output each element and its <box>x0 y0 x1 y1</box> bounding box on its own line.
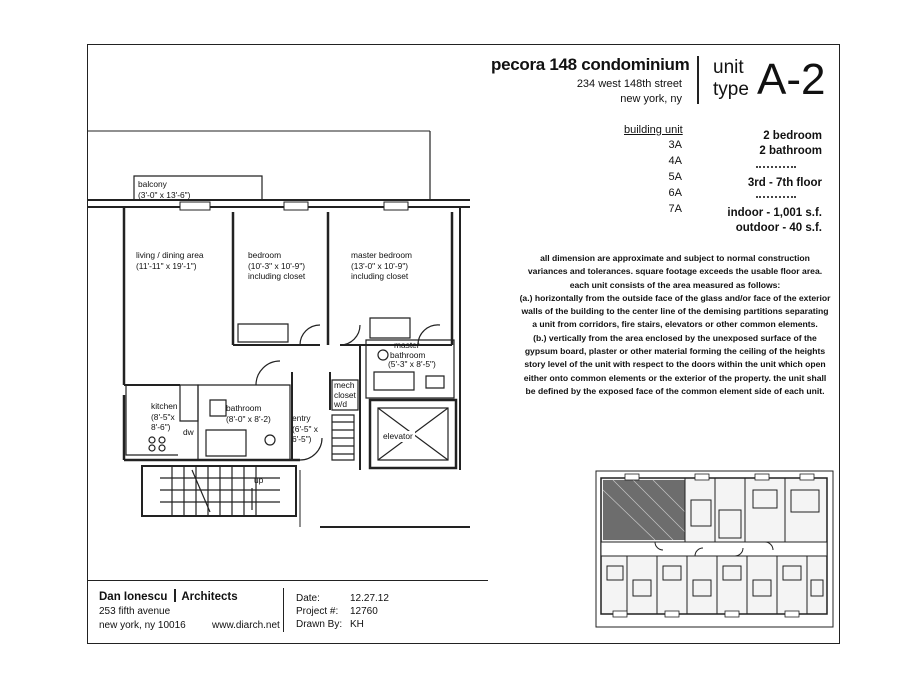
room-label-balcony <box>138 179 190 200</box>
disclaimer-line: all dimension are approximate and subject to normal construction <box>540 253 810 263</box>
type-label: type <box>713 79 749 100</box>
room-dimensions: (10'-3" x 10'-9") <box>248 260 306 271</box>
firm-name-suffix: Architects <box>181 591 238 603</box>
header-divider <box>697 56 699 104</box>
room-name: bathroom <box>226 403 262 413</box>
firm-street: 253 fifth avenue <box>99 606 171 617</box>
project-value: 12760 <box>350 606 378 617</box>
project-label: Project #: <box>296 606 339 617</box>
building-unit-item: 6A <box>668 187 682 199</box>
room-label-master-bathroom <box>388 341 436 370</box>
spec-indoor: indoor - 1,001 s.f. <box>727 207 822 219</box>
room-name: kitchen <box>151 401 178 411</box>
room-label-kitchen <box>151 401 178 433</box>
disclaimer-line: story level of the unit with respect to the doors within the unit which open <box>524 359 826 370</box>
disclaimer <box>505 252 845 398</box>
date-label: Date: <box>296 593 320 604</box>
room-label-living <box>136 250 204 271</box>
address-line-2: new york, ny <box>620 93 682 105</box>
room-note: including closet <box>248 271 306 281</box>
drawn-by-label: Drawn By: <box>296 619 343 630</box>
disclaimer-line: either onto common elements or the exterior of the property. the unit shall <box>523 372 827 383</box>
building-unit-item: 5A <box>668 171 682 183</box>
room-dimensions: 6'-5") <box>292 434 312 444</box>
building-unit-heading: building unit <box>624 124 683 136</box>
room-name: bathroom <box>390 349 426 360</box>
project-title: pecora 148 condominium <box>491 55 690 74</box>
spec-bathrooms: 2 bathroom <box>759 145 822 157</box>
unit-code: A-2 <box>757 55 826 104</box>
room-dimensions: (8'-5"x <box>151 411 175 422</box>
spec-outdoor: outdoor - 40 s.f. <box>735 222 822 234</box>
firm-website: www.diarch.net <box>212 620 280 631</box>
room-name: master bedroom <box>351 250 412 260</box>
room-label-bedroom <box>248 250 305 282</box>
room-dimensions: (5'-3" x 8'-5") <box>388 359 436 369</box>
building-unit-item: 3A <box>668 139 682 151</box>
drawn-by-value: KH <box>350 619 364 630</box>
firm-name <box>99 589 238 603</box>
room-dimensions: (13'-0" x 10'-9") <box>351 260 409 271</box>
firm-city: new york, ny 10016 <box>99 620 186 631</box>
disclaimer-line: gypsum board, plaster or other material forming the ceiling of the heights <box>524 346 826 357</box>
room-name: balcony <box>138 179 167 189</box>
disclaimer-line: walls of the building to the center line of the demising partitions separating <box>521 306 829 317</box>
building-unit-list <box>640 137 682 217</box>
room-note: w/d <box>334 399 348 409</box>
firm-name-primary: Dan Ionescu <box>99 591 168 603</box>
disclaimer-line: (b.) vertically from the area enclosed by the unexposed surface of the <box>533 332 817 343</box>
room-dimensions: (3'-0" x 13'-6") <box>138 189 191 200</box>
room-dimensions: (6'-5" x <box>292 423 318 434</box>
room-note: including closet <box>351 271 409 281</box>
spec-separator <box>756 196 796 198</box>
building-unit-item: 4A <box>668 155 682 167</box>
room-name: closet <box>334 389 356 400</box>
label-dishwasher: dw <box>183 427 194 437</box>
room-name: entry <box>292 413 311 423</box>
room-label-bathroom <box>226 403 271 424</box>
disclaimer-line: each unit consists of the area measured as follows: <box>569 279 781 290</box>
address-line-1: 234 west 148th street <box>576 78 682 90</box>
room-label-entry <box>292 413 318 445</box>
disclaimer-line: (a.) horizontally from the outside face of the glass and/or face of the exterior <box>519 292 831 303</box>
date-value: 12.27.12 <box>350 593 389 604</box>
room-name: bedroom <box>248 250 282 260</box>
footer-divider <box>88 580 488 581</box>
room-dimensions: 8'-6") <box>151 422 171 432</box>
room-label-master-bedroom <box>351 250 412 282</box>
disclaimer-line: variances and tolerances. square footage exceeds the usable floor area. <box>527 266 823 277</box>
disclaimer-line: a unit from corridors, fire stairs, elevators or other common elements. <box>532 319 818 330</box>
room-label-mech-closet <box>334 381 356 410</box>
disclaimer-line: be defined by the exposed face of the common element side of each unit. <box>525 385 825 396</box>
room-label-elevator: elevator <box>383 431 413 441</box>
room-dimensions: (11'-11" x 19'-1") <box>136 260 197 271</box>
building-unit-item: 7A <box>668 203 682 215</box>
footer-vertical-divider <box>283 588 284 632</box>
room-name: living / dining area <box>136 250 204 260</box>
label-stairs-up: up <box>254 475 264 485</box>
room-name: mech <box>334 380 355 390</box>
spec-bedrooms: 2 bedroom <box>763 130 822 142</box>
spec-floors: 3rd - 7th floor <box>747 177 822 189</box>
room-dimensions: (8'-0" x 8'-2) <box>226 413 271 424</box>
spec-separator <box>756 166 796 168</box>
room-name: master <box>394 340 420 350</box>
unit-label: unit <box>713 57 744 78</box>
key-plan <box>595 470 835 630</box>
firm-name-divider <box>174 589 176 602</box>
